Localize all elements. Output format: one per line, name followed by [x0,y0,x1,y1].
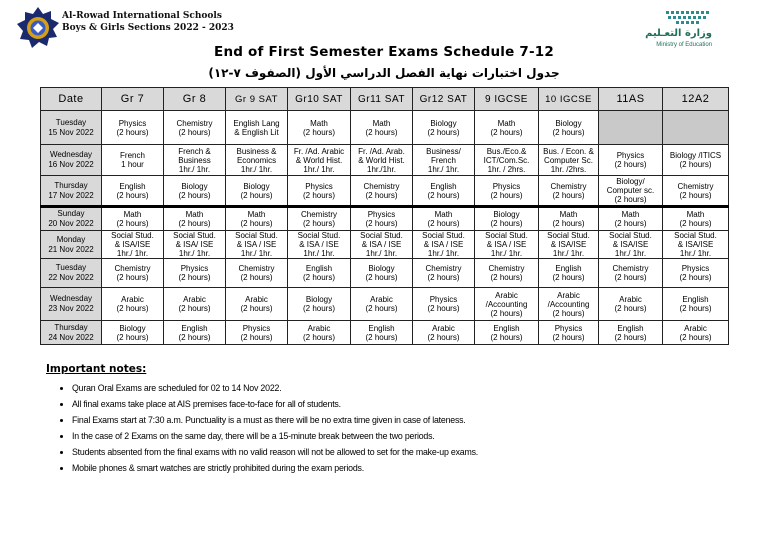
exam-cell: Social Stud. & ISA / ISE 1hr./ 1hr. [226,231,288,259]
date-value: 24 Nov 2022 [48,332,94,342]
exam-cell: English (2 hours) [663,288,729,321]
exam-cell: Arabic (2 hours) [351,288,413,321]
exam-cell: Biology (2 hours) [351,259,413,288]
list-item: • In the case of 2 Exams on the same day, there will be a 15-minute break between the two periods. [72,428,746,444]
page-subtitle-arabic: جدول اختبارات نهاية الفصل الدراسي الأول (الصفوف ٧-١٢) [208,66,560,80]
day-name: Thursday [54,180,88,190]
exam-cell: French 1 hour [102,145,164,176]
exam-cell: Physics (2 hours) [413,288,475,321]
exam-cell: English (2 hours) [413,176,475,207]
exam-cell: Fr. /Ad. Arab. & World Hist. 1hr./1hr. [351,145,413,176]
date-cell [41,145,102,176]
day-name: Monday [56,234,86,244]
exam-cell: Chemistry (2 hours) [539,176,599,207]
column-header: Date [41,88,102,111]
day-name: Tuesday [55,263,87,272]
exam-cell: Social Stud. & ISA / ISE 1hr./ 1hr. [351,231,413,259]
column-header: 9 IGCSE [475,88,539,111]
table-row [41,259,729,288]
exam-cell: Physics (2 hours) [102,111,164,145]
exam-cell: Chemistry (2 hours) [288,207,351,231]
important-notes [46,363,746,476]
exam-cell: English (2 hours) [288,259,351,288]
exam-cell: Arabic (2 hours) [663,321,729,345]
exam-cell: English (2 hours) [102,176,164,207]
exam-cell: Physics (2 hours) [539,321,599,345]
exam-cell: Social Stud. & ISA/ISE 1hr./ 1hr. [663,231,729,259]
exam-schedule-table [40,87,729,345]
exam-cell: Biology (2 hours) [288,288,351,321]
date-cell [41,321,102,345]
exam-cell: Math (2 hours) [539,207,599,231]
day-name: Wednesday [49,150,93,159]
exam-cell: Chemistry (2 hours) [102,259,164,288]
exam-cell [663,111,729,145]
exam-cell: Physics (2 hours) [351,207,413,231]
exam-cell: Chemistry (2 hours) [475,259,539,288]
table-row [41,288,729,321]
day-name: Thursday [54,322,88,332]
exam-cell: Chemistry (2 hours) [164,111,226,145]
list-item: • Students absented from the final exams with no valid reason will not be allowed to set for the make-up exams. [72,444,746,460]
exam-cell: Math (2 hours) [351,111,413,145]
exam-cell: Arabic (2 hours) [164,288,226,321]
exam-cell: Physics (2 hours) [164,259,226,288]
column-header: Gr12 SAT [413,88,475,111]
table-row [41,231,729,259]
date-value: 22 Nov 2022 [48,273,94,282]
exam-cell: Arabic /Accounting (2 hours) [539,288,599,321]
exam-cell: Arabic /Accounting (2 hours) [475,288,539,321]
column-header: 12A2 [663,88,729,111]
column-header: 11AS [599,88,663,111]
exam-cell: English (2 hours) [475,321,539,345]
ministry-name-en: Ministry of Education [656,42,712,48]
exam-cell: Physics (2 hours) [226,321,288,345]
exam-cell: Physics (2 hours) [599,145,663,176]
exam-cell: English (2 hours) [539,259,599,288]
date-cell [41,111,102,145]
date-value: 16 Nov 2022 [48,160,94,169]
day-name: Sunday [57,209,85,218]
exam-cell: Biology (2 hours) [539,111,599,145]
exam-cell: Social Stud. & ISA / ISE 1hr./ 1hr. [475,231,539,259]
date-cell [41,259,102,288]
table-header-row [41,88,729,111]
column-header: Gr11 SAT [351,88,413,111]
exam-cell: Chemistry (2 hours) [663,176,729,207]
exam-cell: English (2 hours) [164,321,226,345]
exam-cell: Social Stud. & ISA/ISE 1hr./ 1hr. [102,231,164,259]
table-row [41,145,729,176]
exam-cell: French & Business 1hr./ 1hr. [164,145,226,176]
date-value: 23 Nov 2022 [48,304,94,313]
exam-cell: Arabic (2 hours) [102,288,164,321]
exam-cell: Biology/ Computer sc. (2 hours) [599,176,663,207]
date-cell [41,231,102,259]
exam-cell: Math (2 hours) [663,207,729,231]
list-item: • Quran Oral Exams are scheduled for 02 to 14 Nov 2022. [72,380,746,396]
date-cell [41,176,102,207]
exam-cell: Biology (2 hours) [475,207,539,231]
exam-cell: Biology (2 hours) [164,176,226,207]
exam-cell: Arabic (2 hours) [413,321,475,345]
exam-cell: Social Stud. & ISA/ISE 1hr./ 1hr. [539,231,599,259]
exam-cell: Arabic (2 hours) [226,288,288,321]
notes-list [46,380,746,476]
list-item: • All final exams take place at AIS premises face-to-face for all of students. [72,396,746,412]
column-header: Gr10 SAT [288,88,351,111]
exam-cell: Chemistry (2 hours) [226,259,288,288]
day-name: Tuesday [55,117,87,127]
table-row [41,207,729,231]
exam-cell: Arabic (2 hours) [599,288,663,321]
exam-cell: Math (2 hours) [164,207,226,231]
column-header: Gr 9 SAT [226,88,288,111]
exam-cell: Chemistry (2 hours) [599,259,663,288]
date-cell [41,207,102,231]
exam-cell: Business & Economics 1hr./ 1hr. [226,145,288,176]
exam-cell: Math (2 hours) [599,207,663,231]
exam-cell: Math (2 hours) [102,207,164,231]
column-header: Gr 8 [164,88,226,111]
table-row [41,176,729,207]
exam-cell: Physics (2 hours) [663,259,729,288]
exam-cell: Biology /ITICS (2 hours) [663,145,729,176]
exam-cell: Fr. /Ad. Arabic & World Hist. 1hr./ 1hr. [288,145,351,176]
exam-cell: Social Stud. & ISA / ISE 1hr./ 1hr. [288,231,351,259]
exam-cell: English (2 hours) [351,321,413,345]
exam-cell: English Lang & English Lit [226,111,288,145]
date-value: 17 Nov 2022 [48,190,94,200]
exam-cell: Math (2 hours) [413,207,475,231]
exam-cell: Math (2 hours) [288,111,351,145]
ministry-dots-icon [664,10,712,24]
ministry-name-ar: وزارة التعـليم [645,28,712,39]
list-item: • Mobile phones & smart watches are strictly prohibited during the exam periods. [72,460,746,476]
exam-cell: Arabic (2 hours) [288,321,351,345]
list-item: • Final Exams start at 7:30 a.m. Punctuality is a must as there will be no extra time given in case of lateness. [72,412,746,428]
exam-cell: Math (2 hours) [475,111,539,145]
exam-cell: Bus. / Econ. & Computer Sc. 1hr. /2hrs. [539,145,599,176]
exam-cell: Business/ French 1hr./ 1hr. [413,145,475,176]
date-cell [41,288,102,321]
school-name-line2: Boys & Girls Sections 2022 - 2023 [62,23,234,33]
day-name: Wednesday [49,294,93,303]
date-value: 21 Nov 2022 [48,244,94,254]
table-row [41,321,729,345]
exam-cell: Social Stud. & ISA / ISE 1hr./ 1hr. [413,231,475,259]
exam-cell: Biology (2 hours) [413,111,475,145]
notes-heading: Important notes: [46,363,147,375]
exam-cell: Physics (2 hours) [475,176,539,207]
date-value: 15 Nov 2022 [48,127,94,137]
exam-cell: Social Stud. & ISA/ISE 1hr./ 1hr. [599,231,663,259]
exam-cell: Social Stud. & ISA/ ISE 1hr./ 1hr. [164,231,226,259]
table-body [41,111,729,345]
table-row [41,111,729,145]
exam-cell: Biology (2 hours) [102,321,164,345]
school-name-line1: Al-Rowad International Schools [62,11,222,21]
exam-cell: Chemistry (2 hours) [413,259,475,288]
page-title: End of First Semester Exams Schedule 7-12 [214,44,554,60]
school-name [62,10,234,34]
exam-cell [599,111,663,145]
column-header: Gr 7 [102,88,164,111]
exam-cell: Physics (2 hours) [288,176,351,207]
exam-cell: English (2 hours) [599,321,663,345]
exam-cell: Bus./Eco.& ICT/Com.Sc. 1hr. / 2hrs. [475,145,539,176]
exam-cell: Chemistry (2 hours) [351,176,413,207]
column-header: 10 IGCSE [539,88,599,111]
exam-cell: Biology (2 hours) [226,176,288,207]
date-value: 20 Nov 2022 [48,219,94,228]
exam-cell: Math (2 hours) [226,207,288,231]
